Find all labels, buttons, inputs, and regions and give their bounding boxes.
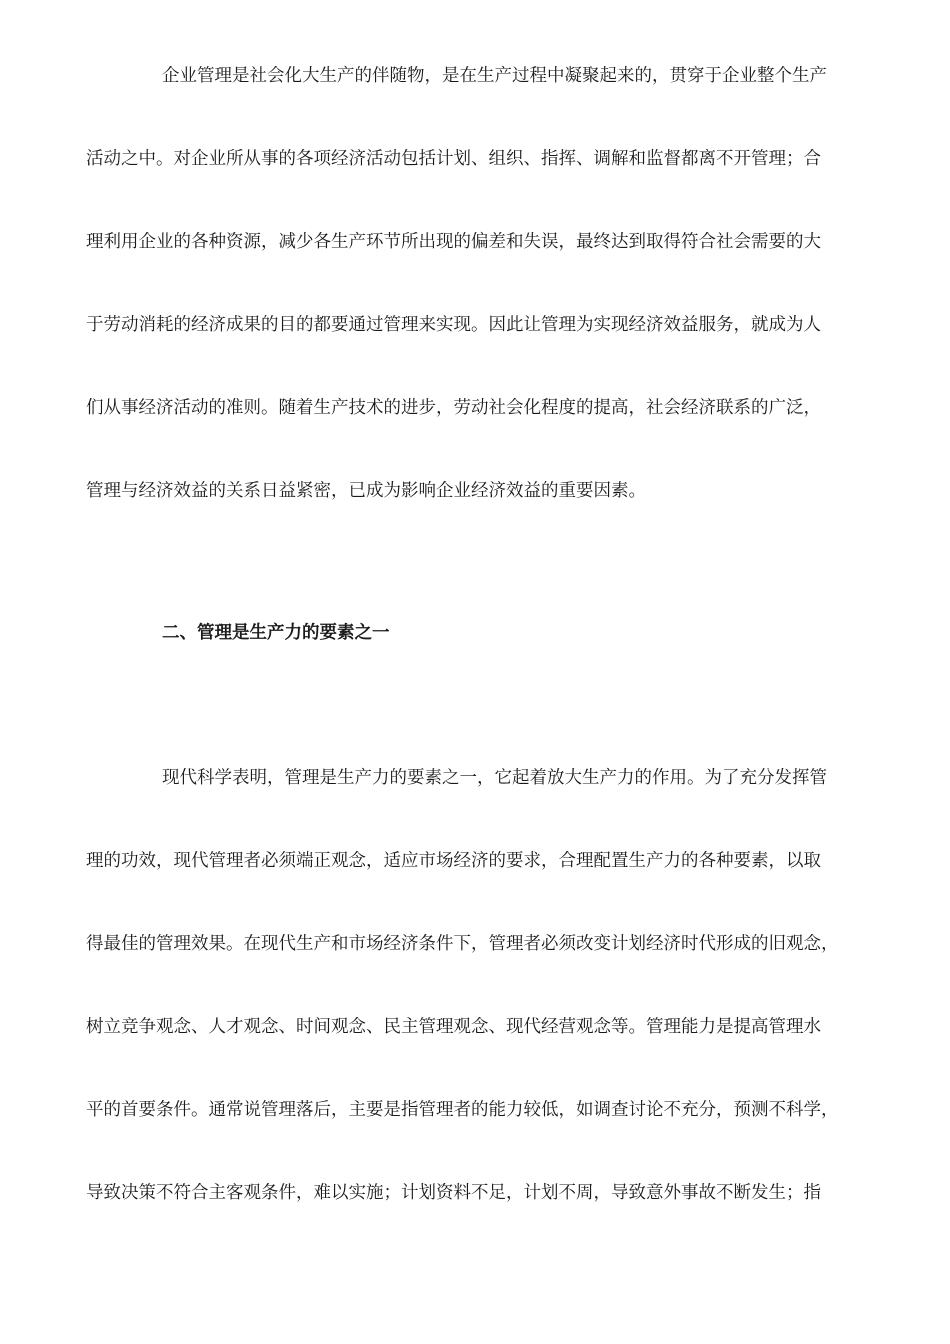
paragraph-2-line-6: 导致决策不符合主客观条件，难以实施；计划资料不足，计划不周，导致意外事故不断发生；指	[86, 1183, 821, 1203]
paragraph-1-line-3: 理利用企业的各种资源，减少各生产环节所出现的偏差和失误，最终达到取得符合社会需要的大	[86, 232, 821, 252]
paragraph-1-line-6: 管理与经济效益的关系日益紧密，已成为影响企业经济效益的重要因素。	[86, 481, 646, 501]
paragraph-1-line-5: 们从事经济活动的准则。随着生产技术的进步，劳动社会化程度的提高，社会经济联系的广泛，	[86, 398, 821, 418]
paragraph-2-line-2: 理的功效，现代管理者必须端正观念，适应市场经济的要求，合理配置生产力的各种要素，以取	[86, 851, 821, 871]
paragraph-2-line-4: 树立竞争观念、人才观念、时间观念、民主管理观念、现代经营观念等。管理能力是提高管理水	[86, 1017, 821, 1037]
section-heading: 二、管理是生产力的要素之一	[162, 623, 390, 643]
paragraph-2-line-3: 得最佳的管理效果。在现代生产和市场经济条件下，管理者必须改变计划经济时代形成的旧观念，	[86, 934, 839, 954]
paragraph-2-line-1: 现代科学表明，管理是生产力的要素之一，它起着放大生产力的作用。为了充分发挥管	[162, 768, 827, 788]
paragraph-1-line-2: 活动之中。对企业所从事的各项经济活动包括计划、组织、指挥、调解和监督都离不开管理；合	[86, 149, 821, 169]
paragraph-2-line-5: 平的首要条件。通常说管理落后，主要是指管理者的能力较低，如调查讨论不充分，预测不科学，	[86, 1100, 839, 1120]
paragraph-1-line-1: 企业管理是社会化大生产的伴随物，是在生产过程中凝聚起来的，贯穿于企业整个生产	[162, 66, 827, 86]
paragraph-1-line-4: 于劳动消耗的经济成果的目的都要通过管理来实现。因此让管理为实现经济效益服务，就成为人	[86, 315, 821, 335]
